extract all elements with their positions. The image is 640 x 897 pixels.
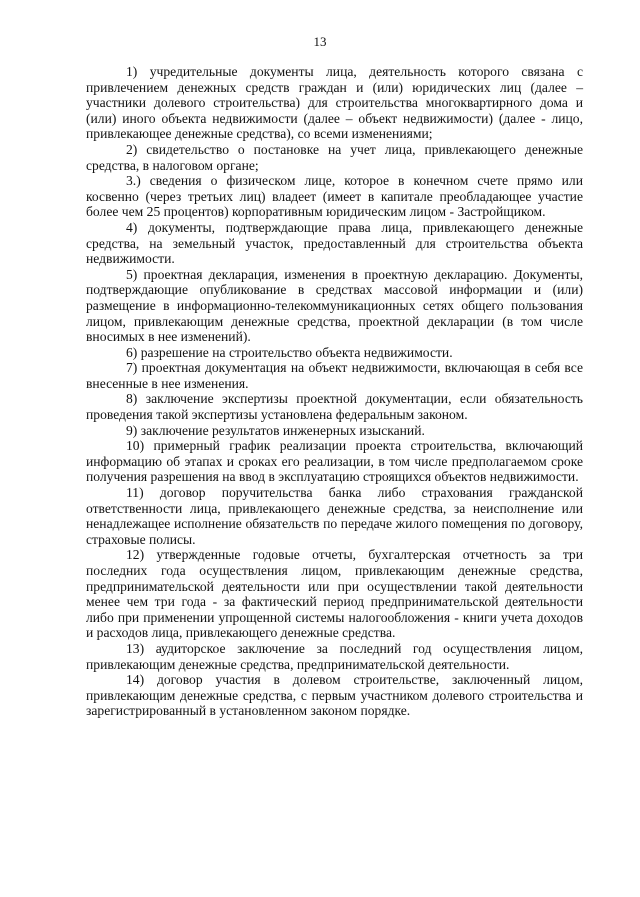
paragraph-item-1: 1) учредительные документы лица, деятельность которого связана с привлечением денежных средств граждан и (или) юридических лиц (далее – участники долевого строительства) для строительства многоквартирного дома и (или) иного объекта недвижимости (далее – объект недвижимости) (далее - лицо, привлекающее денежные средства), со всеми изменениями; xyxy=(86,64,583,142)
paragraph-item-2: 2) свидетельство о постановке на учет лица, привлекающего денежные средства, в налоговом органе; xyxy=(86,141,583,173)
page-number: 13 xyxy=(313,34,327,49)
paragraph-item-4: 4) документы, подтверждающие права лица, привлекающего денежные средства, на земельный участок, предоставленный для строительства объекта недвижимости. xyxy=(86,219,583,267)
paragraph-item-12: 12) утвержденные годовые отчеты, бухгалтерская отчетность за три последних года осуществления лицом, привлекающим денежные средства, предпринимательской деятельности или при осуществлении такой деятельности менее чем три года - за фактический период предпринимательской деятельности либо при применении упрощенной системы налогообложения - книги учета доходов и расходов лица, привлекающего денежные средства. xyxy=(86,547,583,641)
paragraph-item-9: 9) заключение результатов инженерных изысканий. xyxy=(126,422,425,438)
paragraph-item-13: 13) аудиторское заключение за последний год осуществления лицом, привлекающим денежные средства, предпринимательской деятельности. xyxy=(86,640,583,672)
paragraph-item-11: 11) договор поручительства банка либо страхования гражданской ответственности лица, привлекающего денежные средства, за неисполнение или ненадлежащее исполнение обязательств по передаче жилого помещения по договору, страховые полисы. xyxy=(86,485,583,547)
paragraph-item-7: 7) проектная документация на объект недвижимости, включающая в себя все внесенные в нее изменения. xyxy=(86,360,583,391)
paragraph-item-6: 6) разрешение на строительство объекта недвижимости. xyxy=(126,344,453,360)
paragraph-item-14: 14) договор участия в долевом строительстве, заключенный лицом, привлекающим денежные средства, с первым участником долевого строительства и зарегистрированный в установленном законом порядке. xyxy=(86,672,583,719)
document-body xyxy=(86,64,583,719)
paragraph-item-3: 3.) сведения о физическом лице, которое в конечном счете прямо или косвенно (через третьих лиц) владеет (имеет в капитале преобладающее участие более чем 25 процентов) корпоративным юридическим лицом - Застройщиком. xyxy=(86,173,583,220)
paragraph-item-5: 5) проектная декларация, изменения в проектную декларацию. Документы, подтверждающие опубликование в средствах массовой информации и (или) размещение в информационно-телекоммуникационных сетях общего пользования лицом, привлекающим денежные средства, проектной декларации (в том числе вносимых в нее изменений). xyxy=(86,266,583,345)
paragraph-item-10: 10) примерный график реализации проекта строительства, включающий информацию об этапах и сроках его реализации, в том числе предполагаемом сроке получения разрешения на ввод в эксплуатацию строящихся объектов недвижимости. xyxy=(86,438,583,485)
paragraph-item-8: 8) заключение экспертизы проектной документации, если обязательность проведения такой экспертизы установлена федеральным законом. xyxy=(86,391,583,423)
